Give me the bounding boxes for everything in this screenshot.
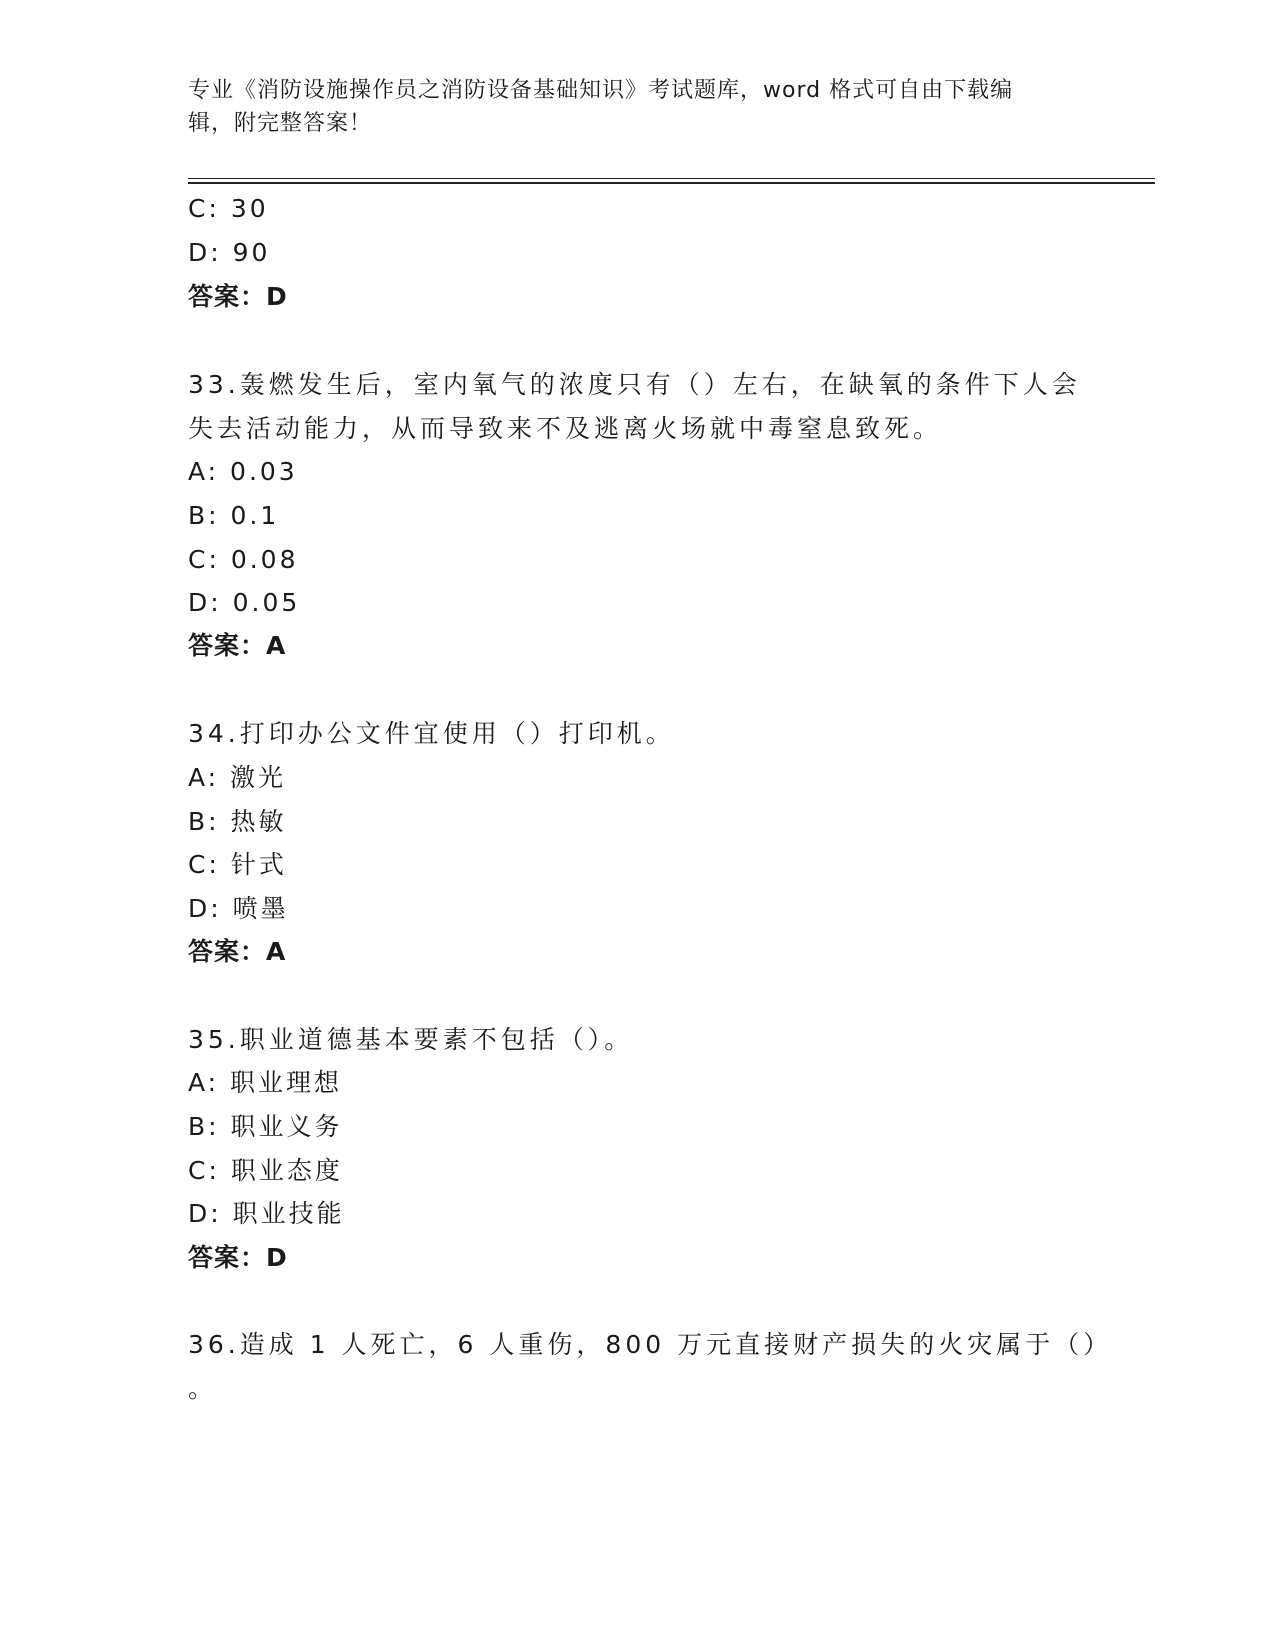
option-c: C: 0.08	[188, 545, 299, 574]
option-b: B: 热敏	[188, 807, 287, 836]
option-c: C: 针式	[188, 850, 287, 879]
question-35-line-1: 35.职业道德基本要素不包括（）。	[188, 1025, 634, 1054]
question-36-line-1: 36.造成 1 人死亡，6 人重伤，800 万元直接财产损失的火灾属于（）	[188, 1330, 1113, 1359]
question-33-line-1: 33.轰燃发生后，室内氧气的浓度只有（）左右，在缺氧的条件下人会	[188, 370, 1081, 399]
option-b: B: 职业义务	[188, 1112, 343, 1141]
answer: 答案：D	[188, 282, 288, 311]
option-c: C: 职业态度	[188, 1156, 343, 1185]
header-rule-thick	[188, 182, 1155, 184]
option-d: D: 喷墨	[188, 894, 289, 923]
option-d: D: 90	[188, 238, 271, 267]
option-d: D: 职业技能	[188, 1199, 345, 1228]
option-a: A: 0.03	[188, 457, 298, 486]
option-d: D: 0.05	[188, 588, 301, 617]
option-c: C: 30	[188, 194, 269, 223]
option-b: B: 0.1	[188, 501, 280, 530]
question-33-line-2: 失去活动能力，从而导致来不及逃离火场就中毒窒息致死。	[188, 414, 943, 443]
answer: 答案：A	[188, 631, 287, 660]
header-rule-thin	[188, 178, 1155, 179]
page-header	[188, 74, 1068, 140]
answer: 答案：A	[188, 937, 287, 966]
option-a: A: 激光	[188, 763, 287, 792]
question-36-line-2: 。	[188, 1374, 218, 1403]
question-34-line-1: 34.打印办公文件宜使用（）打印机。	[188, 719, 675, 748]
header-line-1: 专业《消防设施操作员之消防设备基础知识》考试题库，word 格式可自由下载编	[188, 78, 1014, 103]
header-line-2: 辑，附完整答案！	[188, 111, 373, 136]
answer: 答案：D	[188, 1243, 288, 1272]
option-a: A: 职业理想	[188, 1068, 343, 1097]
